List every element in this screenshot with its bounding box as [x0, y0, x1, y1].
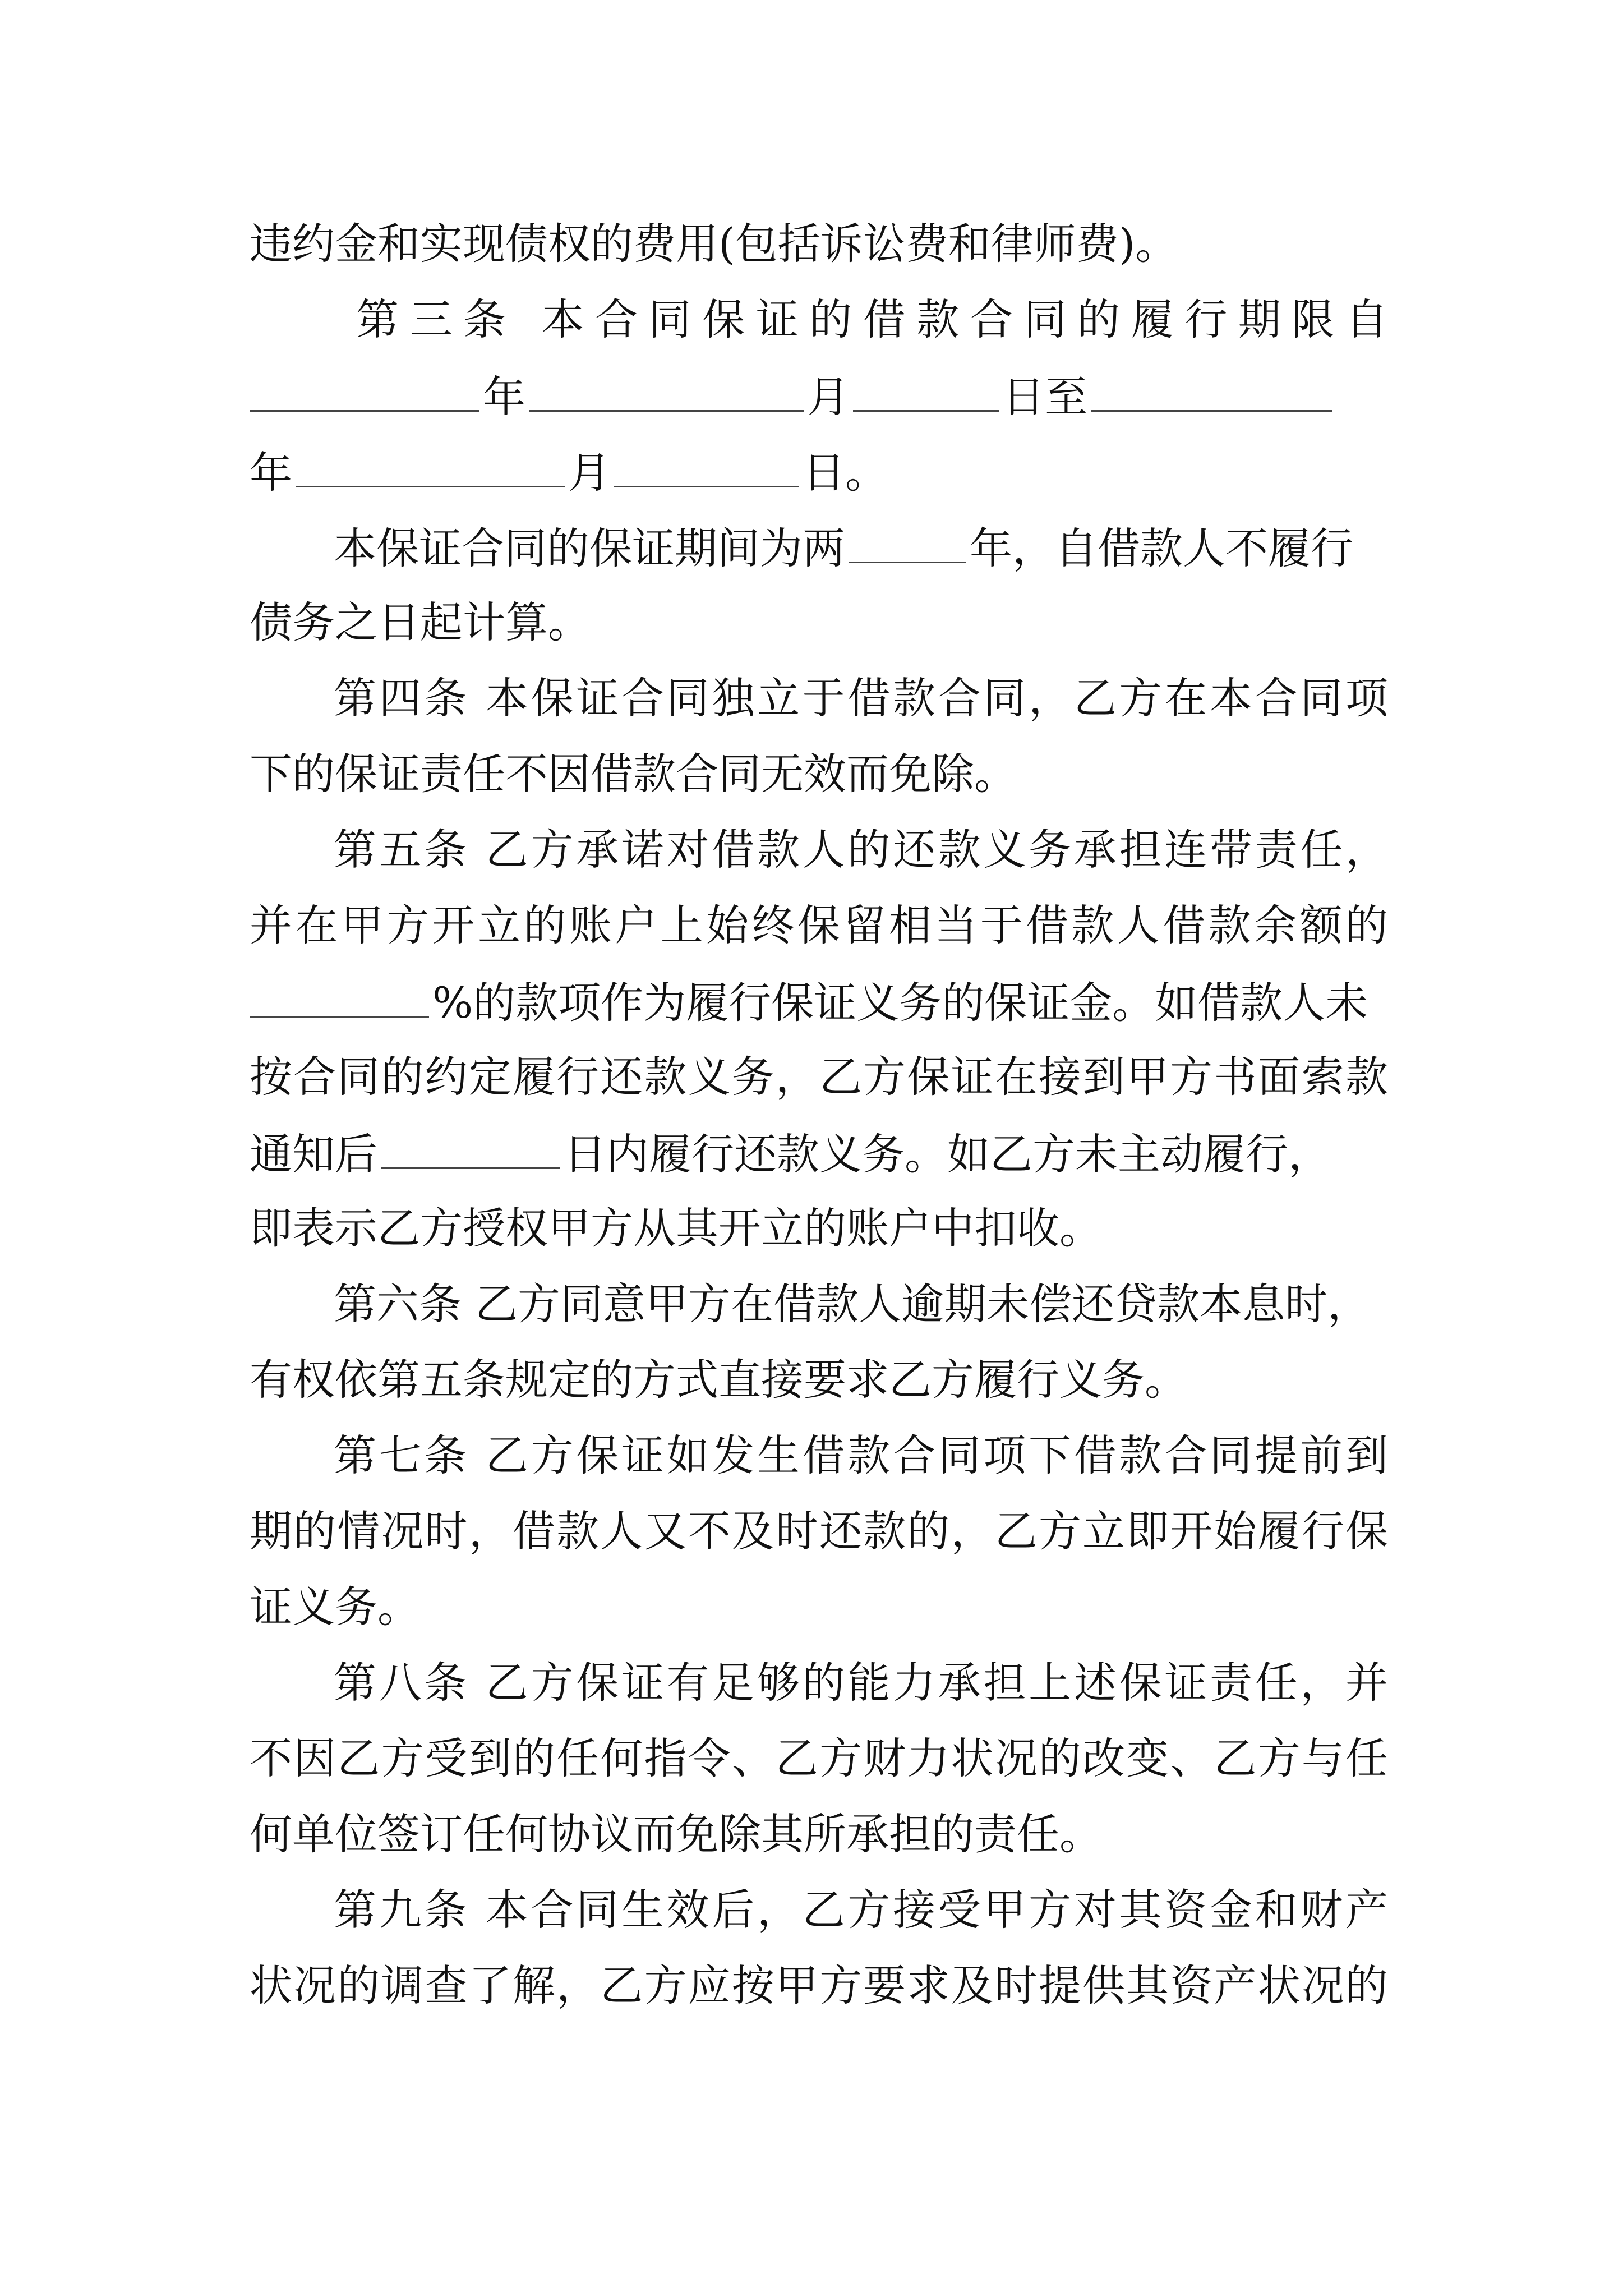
- article-6-line-2: 有权依第五条规定的方式直接要求乙方履行义务。: [250, 1355, 1187, 1405]
- article-4-line-2: 下的保证责任不因借款合同无效而免除。: [250, 749, 1017, 799]
- blank-start-month[interactable]: [529, 367, 804, 412]
- article-7-line-1: 第七条 乙方保证如发生借款合同项下借款合同提前到: [334, 1430, 1388, 1480]
- article-5-line-2: 并在甲方开立的账户上始终保留相当于借款人借款余额的: [250, 900, 1388, 950]
- label-year-2: 年: [250, 448, 292, 498]
- date-range-line: [250, 367, 1388, 424]
- label-day-to: 日至: [1002, 372, 1087, 422]
- guarantee-period-text: 本保证合同的保证期间为两: [334, 523, 845, 573]
- article-5-line-1: 第五条 乙方承诺对借款人的还款义务承担连带责任，: [334, 825, 1388, 875]
- article-7-line-3: 证义务。: [250, 1582, 420, 1632]
- article-8-line-3: 何单位签订任何协议而免除其所承担的责任。: [250, 1809, 1102, 1859]
- guarantee-period-text-2: 年，自借款人不履行: [970, 523, 1353, 573]
- text-line-1: 违约金和实现债权的费用(包括诉讼费和律师费)。: [250, 219, 1178, 269]
- article-3-heading: 第三条 本合同保证的借款合同的履行期限自: [356, 295, 1388, 344]
- text-line-debt-start: 债务之日起计算。: [250, 597, 591, 647]
- date-end-line: [250, 443, 1388, 499]
- article-5-line-4: 按合同的约定履行还款义务，乙方保证在接到甲方书面索款: [250, 1052, 1388, 1102]
- label-year: 年: [483, 372, 525, 422]
- label-day-end: 日。: [803, 448, 888, 498]
- notice-text: 通知后: [250, 1129, 377, 1179]
- article-5-line-5: [250, 1125, 1388, 1181]
- article-5-line-6: 即表示乙方授权甲方从其开立的账户中扣收。: [250, 1203, 1102, 1253]
- blank-days[interactable]: [381, 1125, 560, 1169]
- article-9-line-1: 第九条 本合同生效后，乙方接受甲方对其资金和财产: [334, 1885, 1388, 1935]
- blank-start-year[interactable]: [250, 367, 479, 412]
- notice-text-2: 日内履行还款义务。如乙方未主动履行，: [564, 1129, 1331, 1179]
- blank-end-year[interactable]: [1091, 367, 1332, 412]
- deposit-text: %的款项作为履行保证义务的保证金。如借款人未: [432, 978, 1368, 1028]
- blank-start-day[interactable]: [853, 367, 999, 412]
- article-6-line-1: 第六条 乙方同意甲方在借款人逾期未偿还贷款本息时，: [334, 1279, 1371, 1329]
- article-9-line-2: 状况的调查了解，乙方应按甲方要求及时提供其资产状况的: [250, 1961, 1388, 2010]
- blank-end-day[interactable]: [614, 443, 799, 487]
- label-month: 月: [807, 372, 850, 422]
- label-month-2: 月: [568, 448, 611, 498]
- article-5-line-3: [250, 973, 1388, 1029]
- article-7-line-2: 期的情况时，借款人又不及时还款的，乙方立即开始履行保: [250, 1506, 1388, 1556]
- blank-end-month[interactable]: [296, 443, 565, 487]
- blank-deposit-percent[interactable]: [250, 973, 429, 1018]
- article-4-line-1: 第四条 本保证合同独立于借款合同，乙方在本合同项: [334, 673, 1388, 723]
- article-8-line-1: 第八条 乙方保证有足够的能力承担上述保证责任，并: [334, 1658, 1388, 1708]
- article-8-line-2: 不因乙方受到的任何指令、乙方财力状况的改变、乙方与任: [250, 1733, 1388, 1783]
- blank-guarantee-years[interactable]: [849, 519, 966, 563]
- guarantee-period-line: [334, 519, 1388, 575]
